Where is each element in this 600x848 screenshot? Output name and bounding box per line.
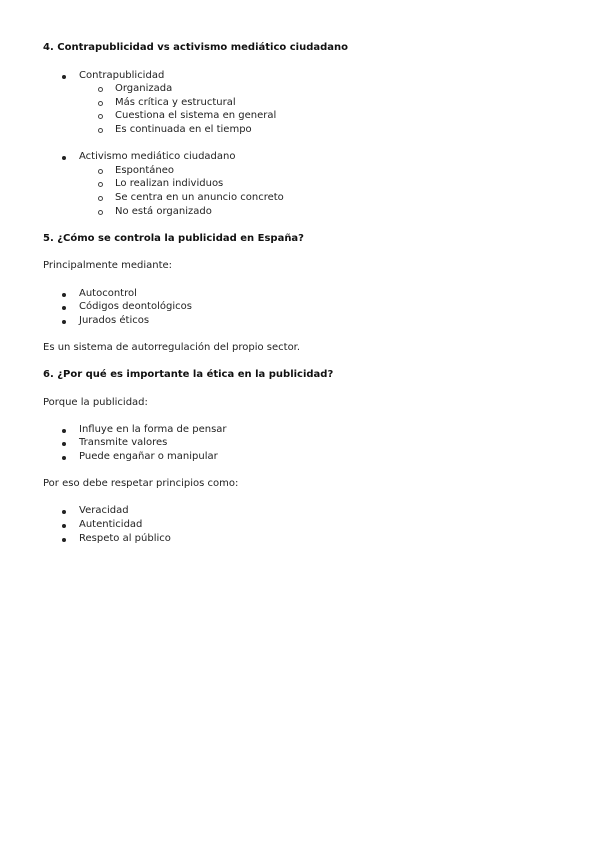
list-item: Autenticidad [43,518,563,532]
section-6-heading: 6. ¿Por qué es importante la ética en la publicidad? [43,369,334,381]
list-item-activismo [43,150,563,218]
list-item: Autocontrol [43,287,563,301]
list-item: Veracidad [43,504,563,518]
list-item-label: Activismo mediático ciudadano [79,151,236,163]
section-6-intro: Porque la publicidad: [43,396,148,408]
sublist-item: Es continuada en el tiempo [79,123,563,137]
list-item: Transmite valores [43,436,563,450]
spacer [43,464,563,478]
section-6-list [43,423,563,464]
section-6-intro-2: Por eso debe respetar principios como: [43,478,239,490]
list-item: Respeto al público [43,532,563,546]
sublist-activismo [79,164,563,218]
section-5-intro: Principalmente mediante: [43,260,173,272]
list-item: Códigos deontológicos [43,300,563,314]
section-5-heading: 5. ¿Cómo se controla la publicidad en España? [43,232,304,244]
spacer [43,409,563,423]
section-5-outro: Es un sistema de autorregulación del propio sector. [43,341,301,353]
spacer [43,382,563,396]
spacer [43,55,563,69]
sublist-item: Cuestiona el sistema en general [79,109,563,123]
spacer [43,491,563,505]
sublist-item: Lo realizan individuos [79,177,563,191]
list-item: Jurados éticos [43,314,563,328]
sublist-item: Se centra en un anuncio concreto [79,191,563,205]
sublist-contrapublicidad [79,82,563,136]
sublist-item: Espontáneo [79,164,563,178]
sublist-item: Más crítica y estructural [79,96,563,110]
section-4-list [43,69,563,137]
spacer [43,327,563,341]
section-4-heading: 4. Contrapublicidad vs activismo mediático ciudadano [43,42,349,53]
sublist-item: No está organizado [79,205,563,219]
section-5-list [43,287,563,328]
section-4-list-2 [43,150,563,218]
section-6-list-2 [43,504,563,545]
spacer [43,218,563,232]
list-item: Puede engañar o manipular [43,450,563,464]
sublist-item: Organizada [79,82,563,96]
document-page [43,41,563,545]
spacer [43,273,563,287]
spacer [43,246,563,260]
list-item-label: Contrapublicidad [79,69,165,81]
spacer [43,137,563,151]
spacer [43,354,563,368]
list-item-contrapublicidad [43,69,563,137]
list-item: Influye en la forma de pensar [43,423,563,437]
